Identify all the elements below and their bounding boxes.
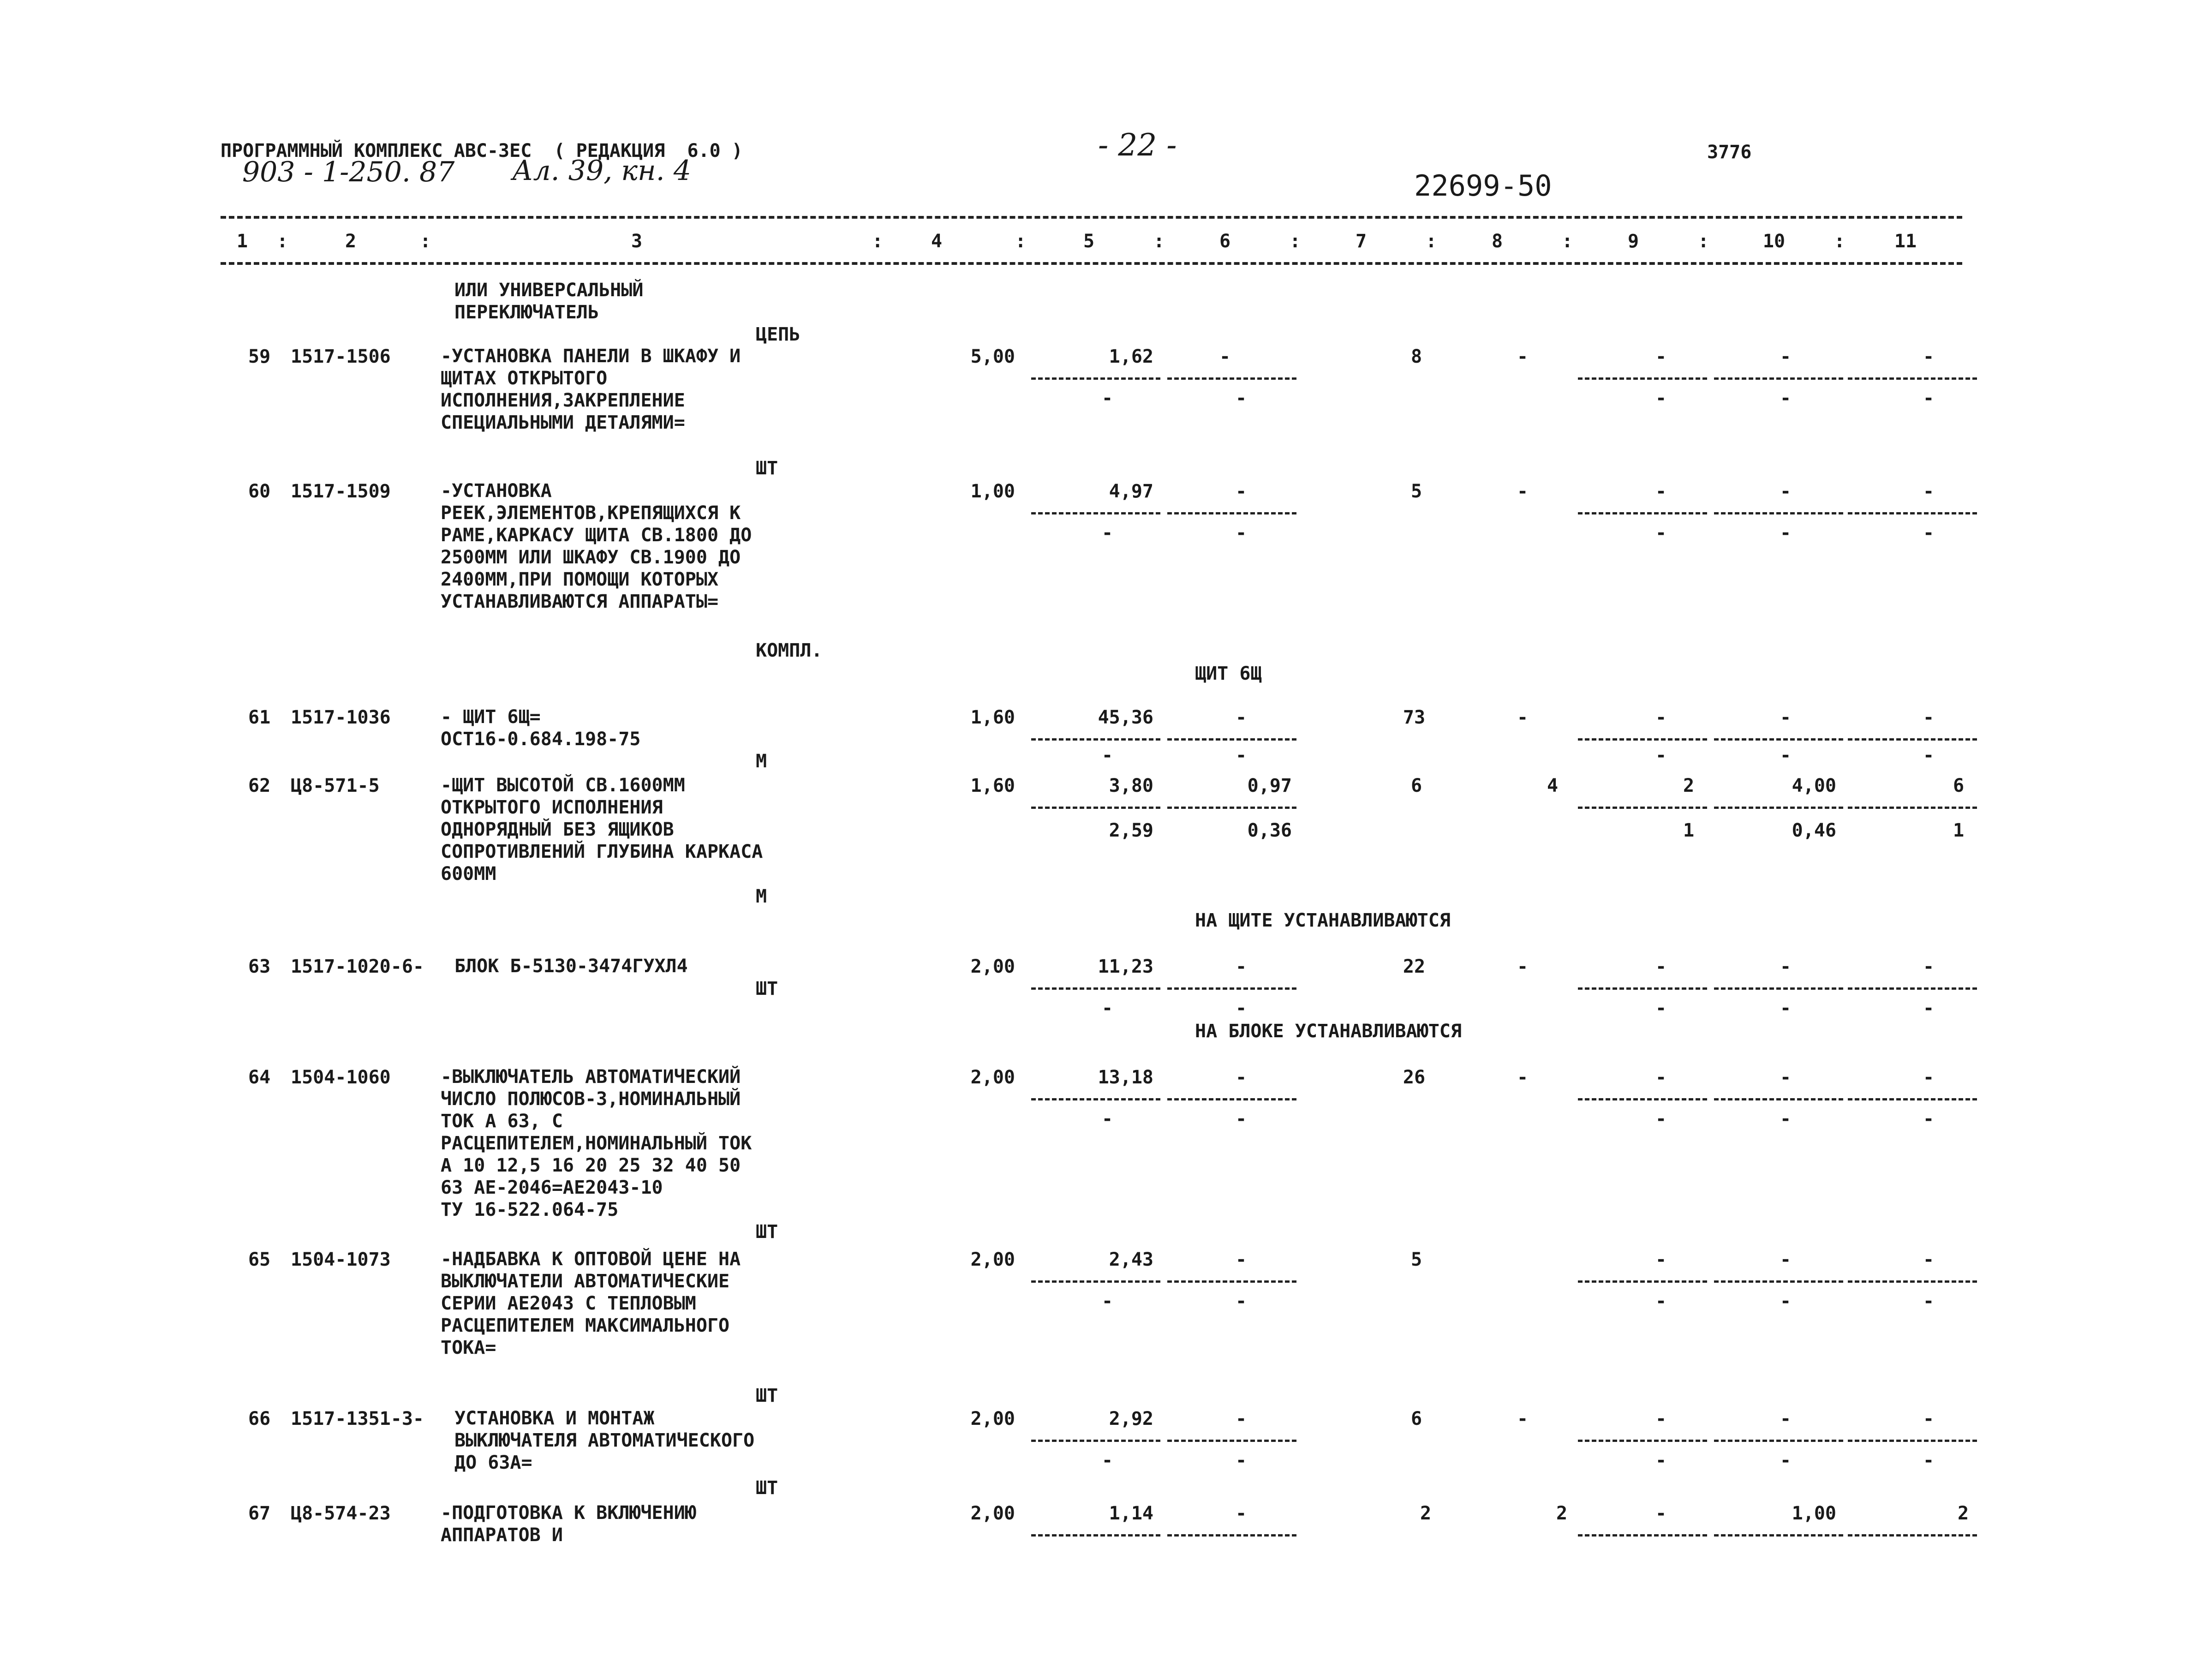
- row-unit: ШТ: [756, 978, 778, 999]
- col8-value: 4: [1547, 775, 1559, 796]
- col9-value: -: [1655, 1503, 1667, 1524]
- row-number: 64: [248, 1067, 271, 1088]
- col10-value: -: [1780, 1408, 1792, 1429]
- col5-value: 1,62: [1109, 346, 1153, 367]
- col-header-8: 8: [1491, 231, 1503, 252]
- col4-value: 1,00: [970, 481, 1015, 502]
- col4-value: 1,60: [970, 707, 1015, 728]
- col11-value: -: [1923, 1408, 1935, 1429]
- row-description: -ВЫКЛЮЧАТЕЛЬ АВТОМАТИЧЕСКИЙ ЧИСЛО ПОЛЮСОВ-3,НОМИНАЛЬНЫЙ ТОК А 63, С РАСЦЕПИТЕЛЕМ,НОМИНАЛЬНЫЙ ТОК А 10 12,5 16 20 25 32 40 50 63 АЕ-2046=АЕ2043-10 ТУ 16-522.064-75: [441, 1066, 752, 1220]
- row-code: Ц8-571-5: [291, 775, 380, 796]
- col11-value: 6: [1953, 775, 1965, 796]
- program-title: ПРОГРАММНЫЙ КОМПЛЕКС АВС-3ЕС ( РЕДАКЦИЯ 6.0 ): [221, 140, 743, 161]
- continued-unit: ЦЕПЬ: [756, 324, 800, 345]
- row-unit: М: [756, 751, 767, 772]
- col8-value: -: [1517, 707, 1529, 728]
- col-header-11: 11: [1894, 231, 1917, 252]
- row-code: 1517-1506: [291, 346, 391, 367]
- section-note-on-blok: НА БЛОКЕ УСТАНАВЛИВАЮТСЯ: [1195, 1021, 1462, 1042]
- row-unit: ШТ: [756, 458, 778, 479]
- row-number: 60: [248, 481, 271, 502]
- col5-value: 11,23: [1098, 956, 1153, 977]
- row-description: -ПОДГОТОВКА К ВКЛЮЧЕНИЮ АППАРАТОВ И: [441, 1502, 696, 1546]
- col8-value: -: [1517, 956, 1529, 977]
- row-code: 1517-1509: [291, 481, 391, 502]
- col6-value: -: [1235, 1408, 1247, 1429]
- row-code: 1517-1020-6-: [291, 956, 424, 977]
- col11-value: -: [1923, 481, 1935, 502]
- col6-value: -: [1235, 1067, 1247, 1088]
- row-description: -УСТАНОВКА ПАНЕЛИ В ШКАФУ И ЩИТАХ ОТКРЫТОГО ИСПОЛНЕНИЯ,ЗАКРЕПЛЕНИЕ СПЕЦИАЛЬНЫМИ ДЕТАЛЯМИ=: [441, 346, 741, 433]
- col-header-7: 7: [1355, 231, 1367, 252]
- col6-value: -: [1235, 481, 1247, 502]
- col5-value: 45,36: [1098, 707, 1153, 728]
- col9-value: -: [1655, 956, 1667, 977]
- row-code: 1517-1036: [291, 707, 391, 728]
- col11-value: -: [1923, 1067, 1935, 1088]
- col4-value: 2,00: [970, 1408, 1015, 1429]
- col5-value: 13,18: [1098, 1067, 1153, 1088]
- col6-value: -: [1235, 1503, 1247, 1524]
- col-header-5: 5: [1083, 231, 1095, 252]
- col4-value: 2,00: [970, 1067, 1015, 1088]
- col9-value: -: [1655, 707, 1667, 728]
- col8-value: -: [1517, 481, 1529, 502]
- row-number: 59: [248, 346, 271, 367]
- col7-value: 6: [1410, 1408, 1422, 1429]
- row-description: БЛОК Б-5130-3474ГУХЛ4: [454, 956, 688, 977]
- row-number: 62: [248, 775, 271, 796]
- row-number: 66: [248, 1408, 271, 1429]
- col5-value: 3,80: [1109, 775, 1153, 796]
- col5-value: 2,43: [1109, 1249, 1153, 1270]
- col6-value: -: [1235, 1249, 1247, 1270]
- col-header-4: 4: [931, 231, 943, 252]
- col7-value: 6: [1410, 775, 1422, 796]
- col-header-9: 9: [1627, 231, 1639, 252]
- col5-value: 1,14: [1109, 1503, 1153, 1524]
- col9-value: -: [1655, 1067, 1667, 1088]
- doc-number: 3776: [1707, 142, 1752, 163]
- row-number: 61: [248, 707, 271, 728]
- row-code: 1504-1073: [291, 1249, 391, 1270]
- row-description: - ЩИТ 6Щ= ОСТ16-0.684.198-75: [441, 706, 641, 750]
- col11-value: -: [1923, 346, 1935, 367]
- row-number: 63: [248, 956, 271, 977]
- col5-value: 4,97: [1109, 481, 1153, 502]
- col7-value: 5: [1410, 1249, 1422, 1270]
- col10-value: -: [1780, 346, 1792, 367]
- row-unit: ШТ: [756, 1477, 778, 1499]
- continued-description: ИЛИ УНИВЕРСАЛЬНЫЙ ПЕРЕКЛЮЧАТЕЛЬ: [454, 280, 644, 323]
- col9-value: -: [1655, 481, 1667, 502]
- row-unit: КОМПЛ.: [756, 640, 823, 661]
- row-description: УСТАНОВКА И МОНТАЖ ВЫКЛЮЧАТЕЛЯ АВТОМАТИЧЕСКОГО ДО 63А=: [454, 1408, 755, 1473]
- col8-value: -: [1517, 1408, 1529, 1429]
- col7-value: 5: [1410, 481, 1422, 502]
- col7-value: 26: [1403, 1067, 1426, 1088]
- album-ref: Ал. 39, кн. 4: [512, 155, 691, 187]
- row-number: 65: [248, 1249, 271, 1270]
- project-ref: 903 - 1-250. 87: [242, 156, 455, 188]
- col4-value: 2,00: [970, 956, 1015, 977]
- col11-value: -: [1923, 707, 1935, 728]
- col4-value: 1,60: [970, 775, 1015, 796]
- col9-value: -: [1655, 1408, 1667, 1429]
- col4-value: 2,00: [970, 1249, 1015, 1270]
- col11-value: 2: [1957, 1503, 1969, 1524]
- col-header-3: 3: [631, 231, 643, 252]
- col-header-6: 6: [1219, 231, 1231, 252]
- row-code: 1504-1060: [291, 1067, 391, 1088]
- col7-value: 73: [1403, 707, 1426, 728]
- row-number: 67: [248, 1503, 271, 1524]
- document-page: ПРОГРАММНЫЙ КОМПЛЕКС АВС-3ЕС ( РЕДАКЦИЯ 6.0 ) 903 - 1-250. 87 Ал. 39, кн. 4 - 22 - 3776 22699-50 1 2 3 4 5 6 7 8 9 10 11 : : : : : : : : : : ИЛИ УНИВЕРСАЛЬНЫЙ ПЕРЕКЛЮЧАТЕЛЬ ЦЕПЬ 59 1517-1506 -УСТАНОВКА ПАНЕЛИ В ШКАФУ И ЩИТАХ ОТКРЫТОГО ИСПОЛНЕНИЯ,ЗАКРЕПЛЕНИЕ СПЕЦИАЛЬНЫМИ ДЕТАЛЯМИ= ШТ 5,00 1,62 - 8 - - - - - - - - - 60 1517-1509 -УСТАНОВКА РЕЕК,ЭЛЕМЕНТОВ,КРЕПЯЩИХСЯ К РАМЕ,КАРКАСУ ЩИТА СВ.1800 ДО 2500ММ ИЛИ ШКАФУ СВ.1900 ДО 2400ММ,ПРИ ПОМОЩИ КОТОРЫХ УСТАНАВЛИВАЮТСЯ АППАРАТЫ= КОМПЛ. 1,00 4,97 - 5 - - - - - - - - - ЩИТ 6Щ 61 1517-1036 - ЩИТ 6Щ= ОСТ16-0.684.198-75 М 1,60 45,36 - 73 - - - - - - - - - 62 Ц8-571-5 -ЩИТ ВЫСОТОЙ СВ.1600ММ ОТКРЫТОГО ИСПОЛНЕНИЯ ОДНОРЯДНЫЙ БЕЗ ЯЩИКОВ СОПРОТИВЛЕНИЙ ГЛУБИНА КАРКАСА 600ММ М 1,60 3,80 0,97 6 4 2 4,00 6 2,59 0,36 1 0,46 1 НА ЩИТЕ УСТАНАВЛИВАЮТСЯ 63 1517-1020-6- БЛОК Б-5130-3474ГУХЛ4 ШТ 2,00 11,23 - 22 - - - - - - - - - НА БЛОКЕ УСТАНАВЛИВАЮТСЯ 64 1504-1060 -ВЫКЛЮЧАТЕЛЬ АВТОМАТИЧЕСКИЙ ЧИСЛО ПОЛЮСОВ-3,НОМИНАЛЬНЫЙ ТОК А 63, С РАСЦЕПИТЕЛЕМ,НОМИНАЛЬНЫЙ ТОК А 10 12,5 16 20 25 32 40 50 63 АЕ-2046=АЕ2043-10 ТУ 16-522.064-75 ШТ 2,00 13,18 - 26 - - - - - - - - - 65 1504-1073 -НАДБАВКА К ОПТОВОЙ ЦЕНЕ НА ВЫКЛЮЧАТЕЛИ АВТОМАТИЧЕСКИЕ СЕРИИ АЕ2043 С ТЕПЛОВЫМ РАСЦЕПИТЕЛЕМ МАКСИМАЛЬНОГО ТОКА= ШТ 2,00 2,43 - 5 - - - - - - - - 66 1517-1351-3- УСТАНОВКА И МОНТАЖ ВЫКЛЮЧАТЕЛЯ АВТОМАТИЧЕСКОГО ДО 63А= ШТ 2,00 2,92 - 6 - - - - - - - - - 67 Ц8-574-23 -ПОДГОТОВКА К ВКЛЮЧЕНИЮ АППАРАТОВ И 2,00 1,14 - 2 2 - 1,00 2: [0, 0, 2198, 1680]
- col5-value: 2,92: [1109, 1408, 1153, 1429]
- col6-value: -: [1235, 956, 1247, 977]
- row-code: 1517-1351-3-: [291, 1408, 424, 1429]
- col6-value: -: [1219, 346, 1231, 367]
- row-description: -УСТАНОВКА РЕЕК,ЭЛЕМЕНТОВ,КРЕПЯЩИХСЯ К РАМЕ,КАРКАСУ ЩИТА СВ.1800 ДО 2500ММ ИЛИ ШКАФУ СВ.1900 ДО 2400ММ,ПРИ ПОМОЩИ КОТОРЫХ УСТАНАВЛИВАЮТСЯ АППАРАТЫ=: [441, 480, 752, 612]
- col9-value: -: [1655, 346, 1667, 367]
- row-unit: М: [756, 886, 767, 907]
- page-number: - 22 -: [1098, 127, 1177, 163]
- col8-value: -: [1517, 1067, 1529, 1088]
- col10-value: -: [1780, 1067, 1792, 1088]
- col11-value: -: [1923, 1249, 1935, 1270]
- col-header-10: 10: [1762, 231, 1786, 252]
- col10-value: 1,00: [1792, 1503, 1836, 1524]
- row-description: -НАДБАВКА К ОПТОВОЙ ЦЕНЕ НА ВЫКЛЮЧАТЕЛИ АВТОМАТИЧЕСКИЕ СЕРИИ АЕ2043 С ТЕПЛОВЫМ РАСЦЕПИТЕЛЕМ МАКСИМАЛЬНОГО ТОКА=: [441, 1249, 741, 1358]
- section-note-on-shchit: НА ЩИТЕ УСТАНАВЛИВАЮТСЯ: [1195, 910, 1451, 931]
- row-description: -ЩИТ ВЫСОТОЙ СВ.1600ММ ОТКРЫТОГО ИСПОЛНЕНИЯ ОДНОРЯДНЫЙ БЕЗ ЯЩИКОВ СОПРОТИВЛЕНИЙ ГЛУБИНА КАРКАСА 600ММ: [441, 775, 763, 885]
- col8-value: 2: [1556, 1503, 1568, 1524]
- row-unit: ШТ: [756, 1221, 778, 1243]
- col10-value: -: [1780, 1249, 1792, 1270]
- table-header-rule: [221, 262, 1962, 265]
- col-header-2: 2: [345, 231, 357, 252]
- section-note-shchit: ЩИТ 6Щ: [1195, 663, 1262, 684]
- col-header-1: 1: [236, 231, 248, 252]
- col4-value: 5,00: [970, 346, 1015, 367]
- col7-value: 2: [1420, 1503, 1432, 1524]
- col10-value: -: [1780, 481, 1792, 502]
- col6-value: -: [1235, 707, 1247, 728]
- code-stamp: 22699-50: [1414, 169, 1552, 203]
- col7-value: 8: [1410, 346, 1422, 367]
- row-unit: ШТ: [756, 1385, 778, 1406]
- col6-value: 0,97: [1247, 775, 1292, 796]
- col10-value: -: [1780, 707, 1792, 728]
- col9-value: 2: [1683, 775, 1695, 796]
- col8-value: -: [1517, 346, 1529, 367]
- col10-value: -: [1780, 956, 1792, 977]
- table-top-rule: [221, 216, 1962, 219]
- col11-value: -: [1923, 956, 1935, 977]
- col7-value: 22: [1403, 956, 1426, 977]
- col9-value: -: [1655, 1249, 1667, 1270]
- row-code: Ц8-574-23: [291, 1503, 391, 1524]
- col4-value: 2,00: [970, 1503, 1015, 1524]
- col10-value: 4,00: [1792, 775, 1836, 796]
